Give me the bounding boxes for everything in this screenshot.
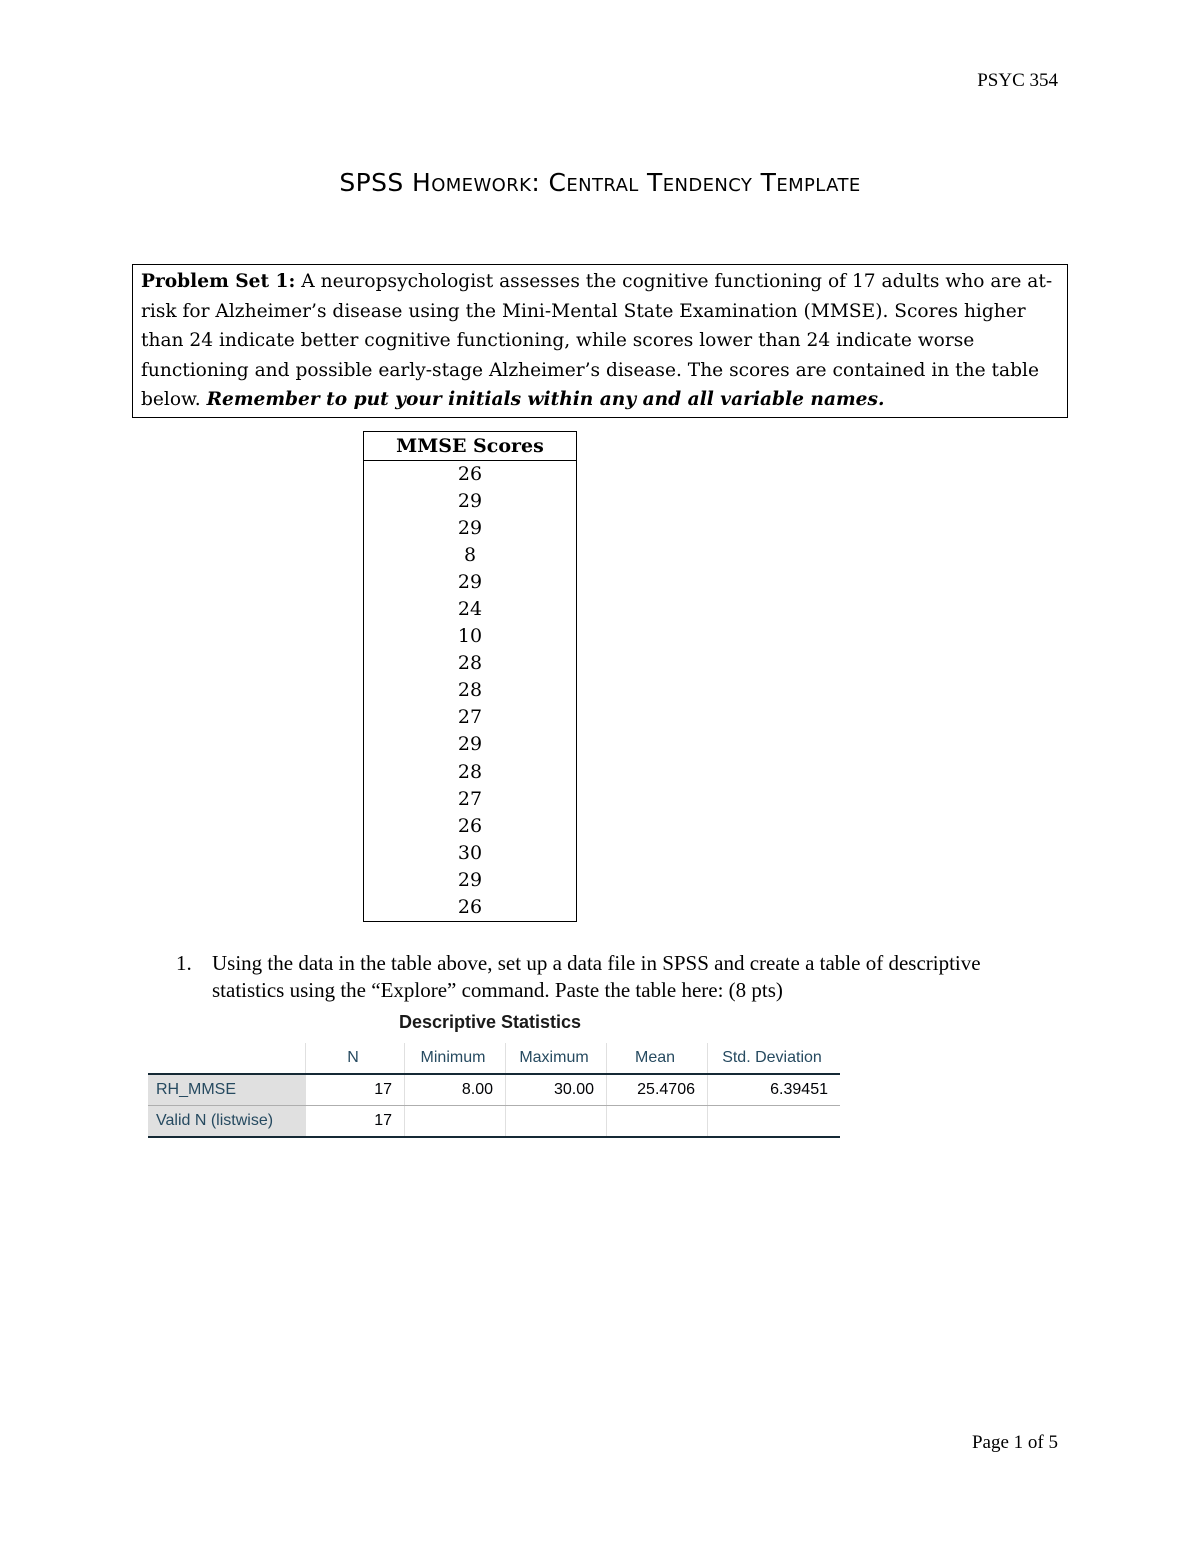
mmse-score-cell: 26 bbox=[457, 895, 483, 918]
stats-header-n: N bbox=[306, 1043, 405, 1074]
stats-header-maximum: Maximum bbox=[506, 1043, 607, 1074]
mmse-score-cell: 29 bbox=[457, 868, 483, 891]
stats-header-std-deviation: Std. Deviation bbox=[708, 1043, 841, 1074]
mmse-score-cell: 28 bbox=[457, 652, 483, 675]
question-text: Using the data in the table above, set up a data file in SPSS and create a table of descriptive statistics using the “Explore” command. Paste the table here: (8 pts) bbox=[212, 951, 981, 1002]
stats-cell-n: 17 bbox=[306, 1106, 405, 1138]
mmse-score-cell: 29 bbox=[457, 733, 483, 756]
question-1 bbox=[176, 950, 992, 1004]
stats-header-minimum: Minimum bbox=[405, 1043, 506, 1074]
stats-header-mean: Mean bbox=[607, 1043, 708, 1074]
stats-cell-std-deviation: 6.39451 bbox=[708, 1074, 841, 1106]
stats-cell-n: 17 bbox=[306, 1074, 405, 1106]
mmse-score-cell: 29 bbox=[457, 571, 483, 594]
mmse-score-cell: 24 bbox=[457, 598, 483, 621]
mmse-score-cell: 8 bbox=[463, 544, 477, 567]
problem-set-instruction: Remember to put your initials within any and all variable names. bbox=[206, 389, 885, 410]
question-number: 1. bbox=[176, 951, 192, 975]
problem-set-label: Problem Set 1: bbox=[141, 271, 296, 292]
mmse-score-cell: 30 bbox=[457, 841, 483, 864]
mmse-score-cell: 27 bbox=[457, 787, 483, 810]
page-number: Page 1 of 5 bbox=[971, 1432, 1058, 1453]
stats-cell-maximum bbox=[506, 1106, 607, 1138]
stats-header-row bbox=[148, 1043, 840, 1074]
problem-set-text: A neuropsychologist assesses the cognitive functioning of 17 adults who are at-risk for Alzheimer’s disease using the Mini-Mental State Examination (MMSE). Scores higher than 24 indicate better cognitive functioning, while scores lower than 24 indicate worse functioning and possible early-stage Alzheimer’s disease. The scores are contained in the table below. bbox=[141, 271, 1053, 410]
stats-cell-mean: 25.4706 bbox=[607, 1074, 708, 1106]
stats-cell-mean bbox=[607, 1106, 708, 1138]
stats-cell-minimum: 8.00 bbox=[405, 1074, 506, 1106]
document-title: SPSS Homework: Central Tendency Template bbox=[339, 168, 861, 197]
stats-cell-std-deviation bbox=[708, 1106, 841, 1138]
mmse-scores-header: MMSE Scores bbox=[364, 432, 576, 461]
mmse-score-cell: 26 bbox=[457, 814, 483, 837]
mmse-scores-table bbox=[363, 431, 577, 922]
stats-row bbox=[148, 1106, 840, 1138]
mmse-score-cell: 28 bbox=[457, 679, 483, 702]
mmse-score-cell: 27 bbox=[457, 706, 483, 729]
stats-row bbox=[148, 1074, 840, 1106]
mmse-score-cell: 29 bbox=[457, 517, 483, 540]
descriptive-statistics-title: Descriptive Statistics bbox=[398, 1012, 582, 1032]
descriptive-statistics-table bbox=[148, 1043, 840, 1138]
course-code: PSYC 354 bbox=[977, 70, 1058, 91]
mmse-scores-body bbox=[364, 461, 576, 921]
mmse-score-cell: 28 bbox=[457, 760, 483, 783]
mmse-score-cell: 29 bbox=[457, 490, 483, 513]
stats-row-label: Valid N (listwise) bbox=[148, 1106, 306, 1138]
mmse-score-cell: 10 bbox=[457, 625, 483, 648]
mmse-score-cell: 26 bbox=[457, 463, 483, 485]
stats-cell-minimum bbox=[405, 1106, 506, 1138]
problem-set-box bbox=[132, 264, 1068, 418]
stats-row-label: RH_MMSE bbox=[148, 1074, 306, 1106]
stats-cell-maximum: 30.00 bbox=[506, 1074, 607, 1106]
stats-header-blank bbox=[148, 1043, 306, 1074]
